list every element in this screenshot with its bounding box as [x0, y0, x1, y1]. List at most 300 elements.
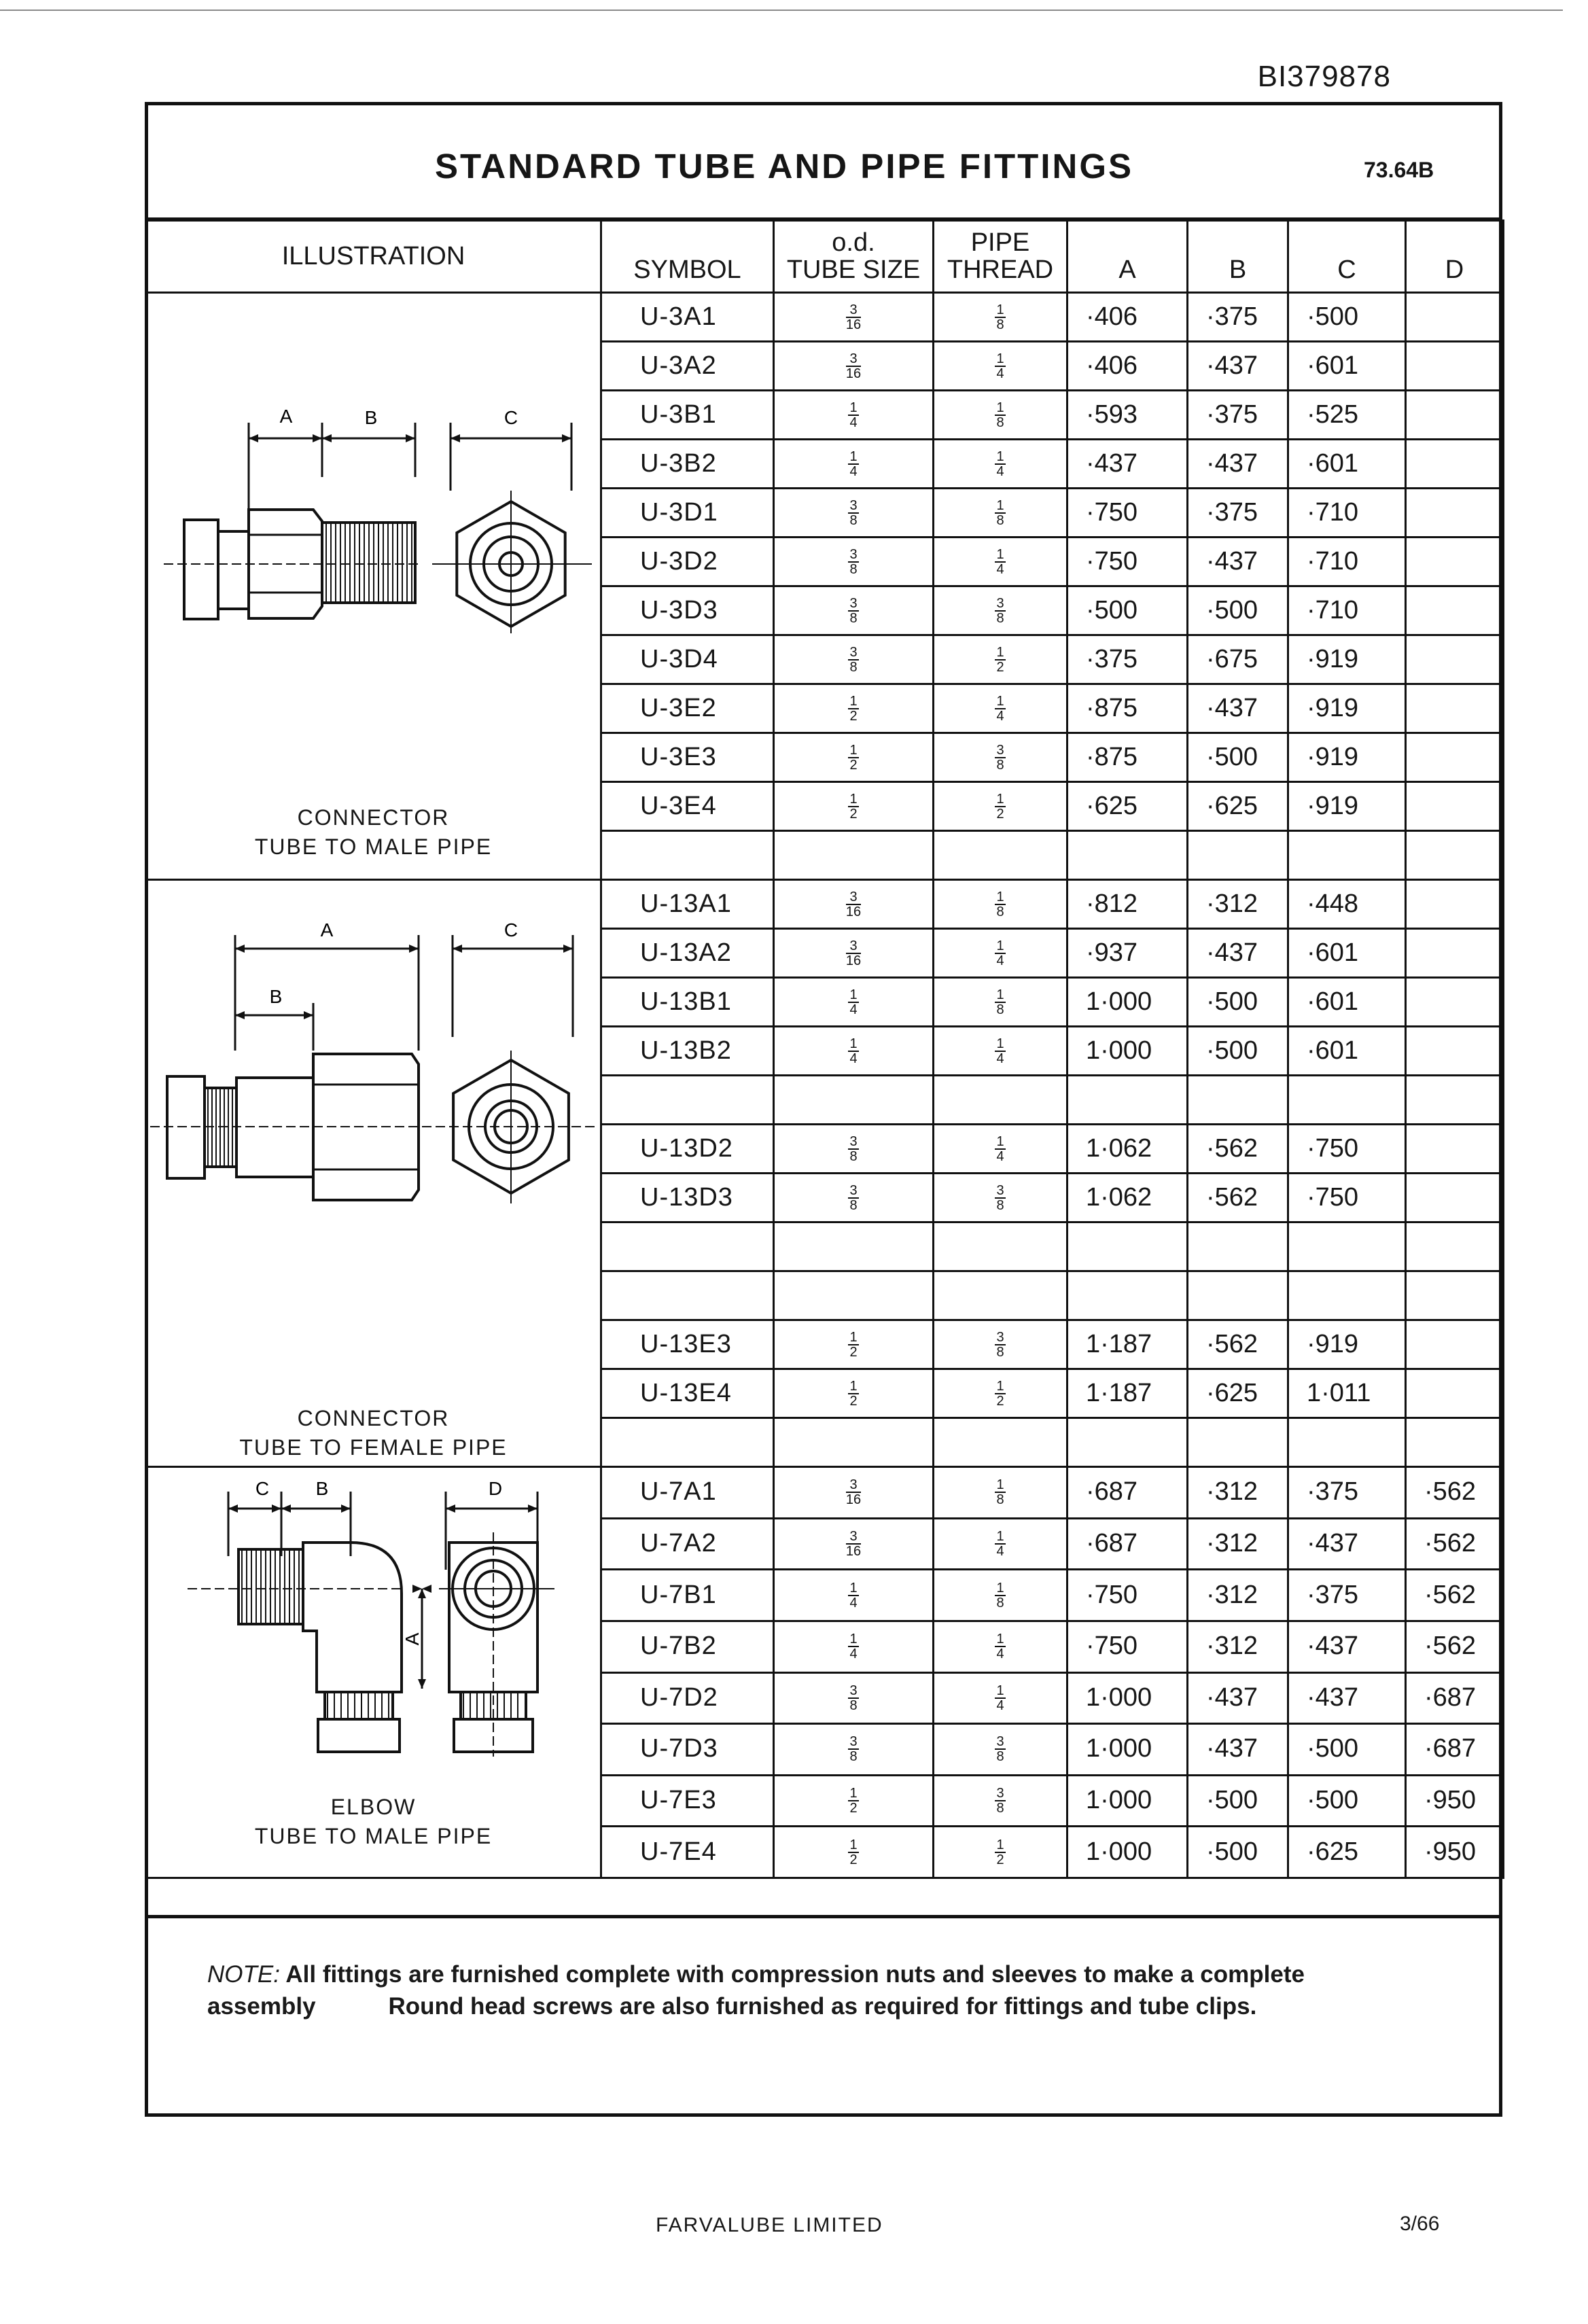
dim-c-cell: [1288, 1076, 1406, 1125]
tube-size-fraction: $\frac{1}{2}$: [849, 1786, 858, 1816]
symbol-cell: U-7A1: [601, 1467, 774, 1519]
dim-a-cell: [1068, 1222, 1188, 1271]
dim-d-cell: [1406, 1222, 1504, 1271]
dim-a-cell: ·375: [1068, 635, 1188, 684]
pipe-thread-cell: [934, 929, 1068, 978]
pipe-thread-cell: [934, 293, 1068, 342]
pipe-thread-fraction: $\frac{1}{4}$: [996, 693, 1004, 724]
pipe-thread-fraction: $\frac{1}{4}$: [996, 1036, 1004, 1066]
dim-c-cell: ·601: [1288, 929, 1406, 978]
pipe-thread-cell: [934, 978, 1068, 1027]
dim-d-cell: [1406, 1418, 1504, 1467]
dim-a-cell: ·750: [1068, 538, 1188, 586]
dim-b-cell: ·500: [1188, 586, 1288, 635]
tube-size-fraction: $\frac{1}{2}$: [849, 1378, 858, 1409]
dim-b-cell: [1188, 1271, 1288, 1320]
dim-a-cell: 1·000: [1068, 1672, 1188, 1724]
symbol-cell: U-13E3: [601, 1320, 774, 1369]
scan-top-edge-line: [0, 10, 1563, 11]
dim-d-cell: [1406, 1320, 1504, 1369]
dim-b-cell: ·675: [1188, 635, 1288, 684]
symbol-cell: U-3B2: [601, 440, 774, 489]
dim-b-cell: ·437: [1188, 538, 1288, 586]
dim-c-cell: ·919: [1288, 1320, 1406, 1369]
tube-size-cell: [774, 684, 934, 733]
header-d: D: [1406, 221, 1504, 293]
pipe-thread-cell: [934, 391, 1068, 440]
pipe-thread-cell: [934, 1827, 1068, 1878]
pipe-thread-fraction: $\frac{1}{2}$: [996, 1378, 1004, 1409]
tube-size-cell: [774, 1621, 934, 1672]
tube-size-cell: [774, 538, 934, 586]
dim-c-cell: ·525: [1288, 391, 1406, 440]
tube-size-cell: [774, 489, 934, 538]
dim-a-cell: ·406: [1068, 342, 1188, 391]
tube-size-cell: [774, 880, 934, 929]
dim-a-cell: [1068, 831, 1188, 880]
caption-line-1: ELBOW: [330, 1795, 417, 1819]
tube-size-fraction: $\frac{3}{16}$: [845, 1528, 862, 1559]
tube-size-fraction: $\frac{3}{8}$: [849, 1182, 858, 1213]
pipe-thread-cell: [934, 1418, 1068, 1467]
tube-size-cell: [774, 1518, 934, 1570]
tube-size-cell: [774, 978, 934, 1027]
symbol-cell: [601, 1418, 774, 1467]
dim-c-cell: ·601: [1288, 978, 1406, 1027]
tube-size-cell: [774, 831, 934, 880]
illustration-caption: [147, 1793, 600, 1851]
header-row: [146, 221, 1504, 293]
caption-line-2: TUBE TO MALE PIPE: [254, 834, 493, 860]
dim-label-a: A: [320, 919, 334, 940]
symbol-cell: U-13D2: [601, 1125, 774, 1174]
pipe-thread-fraction: $\frac{3}{8}$: [996, 1182, 1004, 1213]
symbol-cell: [601, 1271, 774, 1320]
tube-size-cell: [774, 1369, 934, 1418]
tube-size-cell: [774, 782, 934, 831]
dim-label-b: B: [315, 1478, 329, 1499]
header-c: C: [1288, 221, 1406, 293]
dim-d-cell: [1406, 1271, 1504, 1320]
dim-c-cell: [1288, 1418, 1406, 1467]
tube-size-fraction: $\frac{3}{8}$: [849, 1734, 858, 1765]
tube-size-fraction: $\frac{3}{16}$: [845, 351, 862, 381]
dim-a-cell: ·812: [1068, 880, 1188, 929]
symbol-cell: U-13D3: [601, 1174, 774, 1222]
dim-b-cell: ·437: [1188, 929, 1288, 978]
fitting-drawing: [147, 294, 598, 839]
dim-c-cell: ·710: [1288, 586, 1406, 635]
dim-d-cell: ·562: [1406, 1467, 1504, 1519]
dim-a-cell: ·750: [1068, 1621, 1188, 1672]
tube-size-fraction: $\frac{1}{2}$: [849, 1837, 858, 1867]
dim-d-cell: ·562: [1406, 1570, 1504, 1621]
tube-size-fraction: $\frac{3}{8}$: [849, 644, 858, 675]
dim-d-cell: [1406, 489, 1504, 538]
symbol-cell: [601, 1076, 774, 1125]
dim-a-cell: 1·062: [1068, 1125, 1188, 1174]
symbol-cell: U-13A2: [601, 929, 774, 978]
dim-b-cell: ·562: [1188, 1174, 1288, 1222]
tube-size-cell: [774, 1125, 934, 1174]
dim-c-cell: ·437: [1288, 1518, 1406, 1570]
symbol-cell: U-7B1: [601, 1570, 774, 1621]
dim-b-cell: ·437: [1188, 342, 1288, 391]
dim-a-cell: [1068, 1076, 1188, 1125]
issue-date: 3/66: [1400, 2213, 1440, 2235]
tube-size-cell: [774, 1174, 934, 1222]
tube-size-cell: [774, 586, 934, 635]
dim-d-cell: [1406, 733, 1504, 782]
dim-c-cell: 1·011: [1288, 1369, 1406, 1418]
dim-b-cell: ·500: [1188, 1775, 1288, 1827]
dim-d-cell: [1406, 684, 1504, 733]
dim-label-a: A: [279, 406, 293, 427]
dim-b-cell: ·375: [1188, 293, 1288, 342]
dim-d-cell: [1406, 1125, 1504, 1174]
pipe-thread-cell: [934, 1222, 1068, 1271]
symbol-cell: U-3D1: [601, 489, 774, 538]
dim-d-cell: ·562: [1406, 1621, 1504, 1672]
tube-size-cell: [774, 1775, 934, 1827]
dim-c-cell: ·500: [1288, 1724, 1406, 1776]
pipe-thread-fraction: $\frac{1}{8}$: [996, 987, 1004, 1017]
illustration-cell-3: [146, 1467, 601, 1878]
tube-size-cell: [774, 1672, 934, 1724]
note-lead: NOTE:: [207, 1961, 280, 1988]
dim-a-cell: ·750: [1068, 489, 1188, 538]
pipe-thread-fraction: $\frac{1}{4}$: [996, 448, 1004, 479]
pipe-thread-cell: [934, 342, 1068, 391]
dim-label-d: D: [488, 1478, 503, 1499]
pipe-thread-cell: [934, 1125, 1068, 1174]
header-illustration: ILLUSTRATION: [146, 221, 601, 293]
dim-d-cell: ·687: [1406, 1672, 1504, 1724]
dim-a-cell: ·437: [1068, 440, 1188, 489]
pipe-thread-cell: [934, 684, 1068, 733]
tube-size-fraction: $\frac{1}{4}$: [849, 1580, 858, 1610]
tube-size-fraction: $\frac{1}{4}$: [849, 1036, 858, 1066]
symbol-cell: U-3E3: [601, 733, 774, 782]
pipe-thread-fraction: $\frac{1}{4}$: [996, 1528, 1004, 1559]
header-symbol: SYMBOL: [601, 221, 774, 293]
dim-c-cell: ·448: [1288, 880, 1406, 929]
dim-label-a: A: [402, 1632, 423, 1646]
tube-size-cell: [774, 391, 934, 440]
tube-size-cell: [774, 1724, 934, 1776]
dim-d-cell: [1406, 831, 1504, 880]
symbol-cell: U-3B1: [601, 391, 774, 440]
symbol-cell: U-13E4: [601, 1369, 774, 1418]
symbol-cell: U-7D2: [601, 1672, 774, 1724]
pipe-thread-cell: [934, 1467, 1068, 1519]
dim-b-cell: [1188, 1418, 1288, 1467]
sheet-number: 73.64B: [1364, 158, 1434, 182]
dim-d-cell: [1406, 1369, 1504, 1418]
dim-b-cell: ·437: [1188, 684, 1288, 733]
note-text: [207, 1958, 1403, 2023]
dim-a-cell: ·687: [1068, 1467, 1188, 1519]
pipe-thread-cell: [934, 1621, 1068, 1672]
dim-a-cell: 1·062: [1068, 1174, 1188, 1222]
pipe-thread-cell: [934, 1027, 1068, 1076]
page-title: STANDARD TUBE AND PIPE FITTINGS: [435, 147, 1134, 186]
pipe-thread-cell: [934, 1369, 1068, 1418]
tube-size-cell: [774, 293, 934, 342]
dim-c-cell: ·710: [1288, 489, 1406, 538]
dim-d-cell: [1406, 782, 1504, 831]
fitting-drawing: [147, 881, 598, 1442]
dim-b-cell: ·312: [1188, 1570, 1288, 1621]
dim-a-cell: ·593: [1068, 391, 1188, 440]
header-a: A: [1068, 221, 1188, 293]
dim-d-cell: [1406, 1174, 1504, 1222]
caption-line-1: CONNECTOR: [297, 805, 450, 830]
dim-b-cell: ·562: [1188, 1320, 1288, 1369]
tube-size-fraction: $\frac{3}{16}$: [845, 938, 862, 968]
dim-c-cell: ·919: [1288, 733, 1406, 782]
symbol-cell: U-7E3: [601, 1775, 774, 1827]
tube-size-cell: [774, 635, 934, 684]
pipe-thread-fraction: $\frac{1}{8}$: [996, 1477, 1004, 1508]
dim-a-cell: 1·000: [1068, 1027, 1188, 1076]
dim-b-cell: ·312: [1188, 1467, 1288, 1519]
pipe-thread-fraction: $\frac{1}{4}$: [996, 1683, 1004, 1713]
dim-b-cell: ·437: [1188, 440, 1288, 489]
tube-size-fraction: $\frac{1}{2}$: [849, 1329, 858, 1360]
tube-size-cell: [774, 1418, 934, 1467]
symbol-cell: U-13B1: [601, 978, 774, 1027]
dim-a-cell: 1·000: [1068, 1827, 1188, 1878]
symbol-cell: U-7E4: [601, 1827, 774, 1878]
pipe-thread-fraction: $\frac{1}{2}$: [996, 791, 1004, 822]
dim-b-cell: ·500: [1188, 1827, 1288, 1878]
dim-a-cell: ·750: [1068, 1570, 1188, 1621]
pipe-thread-fraction: $\frac{1}{8}$: [996, 889, 1004, 919]
illustration-cell-2: [146, 880, 601, 1467]
dim-a-cell: [1068, 1271, 1188, 1320]
tube-size-fraction: $\frac{3}{8}$: [849, 1133, 858, 1164]
dim-c-cell: ·437: [1288, 1621, 1406, 1672]
dim-label-b: B: [364, 407, 378, 428]
pipe-thread-fraction: $\frac{1}{4}$: [996, 546, 1004, 577]
dim-b-cell: [1188, 1076, 1288, 1125]
dim-b-cell: ·500: [1188, 978, 1288, 1027]
symbol-cell: U-3A2: [601, 342, 774, 391]
pipe-thread-cell: [934, 733, 1068, 782]
dim-a-cell: ·875: [1068, 684, 1188, 733]
dim-d-cell: [1406, 880, 1504, 929]
dim-d-cell: [1406, 635, 1504, 684]
tube-size-fraction: $\frac{3}{16}$: [845, 302, 862, 332]
tube-size-cell: [774, 440, 934, 489]
dim-d-cell: [1406, 440, 1504, 489]
dim-a-cell: 1·000: [1068, 1724, 1188, 1776]
tube-size-fraction: $\frac{3}{8}$: [849, 546, 858, 577]
pipe-thread-fraction: $\frac{3}{8}$: [996, 1734, 1004, 1765]
tube-size-fraction: $\frac{1}{4}$: [849, 1632, 858, 1662]
dim-c-cell: [1288, 1271, 1406, 1320]
pipe-thread-fraction: $\frac{3}{8}$: [996, 742, 1004, 773]
symbol-cell: [601, 831, 774, 880]
tube-size-fraction: $\frac{3}{8}$: [849, 595, 858, 626]
symbol-cell: U-13A1: [601, 880, 774, 929]
dim-b-cell: [1188, 1222, 1288, 1271]
dim-c-cell: ·919: [1288, 782, 1406, 831]
pipe-thread-fraction: $\frac{1}{2}$: [996, 644, 1004, 675]
dim-a-cell: ·406: [1068, 293, 1188, 342]
dim-c-cell: ·625: [1288, 1827, 1406, 1878]
note-line-2b: Round head screws are also furnished as required for fittings and tube clips.: [388, 1993, 1257, 2020]
dim-c-cell: ·601: [1288, 342, 1406, 391]
pipe-thread-cell: [934, 538, 1068, 586]
dim-c-cell: ·375: [1288, 1570, 1406, 1621]
dim-c-cell: ·750: [1288, 1174, 1406, 1222]
dim-label-c: C: [504, 919, 518, 940]
caption-line-2: TUBE TO MALE PIPE: [254, 1824, 493, 1849]
dim-c-cell: [1288, 831, 1406, 880]
symbol-cell: U-13B2: [601, 1027, 774, 1076]
tube-size-cell: [774, 929, 934, 978]
dim-c-cell: ·919: [1288, 635, 1406, 684]
tube-size-fraction: $\frac{1}{4}$: [849, 400, 858, 430]
tube-size-cell: [774, 1827, 934, 1878]
dim-c-cell: [1288, 1222, 1406, 1271]
illustration-caption: [147, 1404, 600, 1462]
dim-b-cell: ·312: [1188, 880, 1288, 929]
pipe-thread-fraction: $\frac{3}{8}$: [996, 595, 1004, 626]
symbol-cell: U-3E2: [601, 684, 774, 733]
table-row: [146, 293, 1504, 342]
dim-b-cell: ·375: [1188, 489, 1288, 538]
dim-b-cell: ·437: [1188, 1672, 1288, 1724]
tube-size-fraction: $\frac{1}{2}$: [849, 742, 858, 773]
tube-size-cell: [774, 1271, 934, 1320]
header-b: B: [1188, 221, 1288, 293]
symbol-cell: U-3D3: [601, 586, 774, 635]
dim-label-c: C: [504, 407, 518, 428]
tube-size-fraction: $\frac{1}{4}$: [849, 987, 858, 1017]
dim-d-cell: [1406, 929, 1504, 978]
dim-b-cell: ·312: [1188, 1621, 1288, 1672]
header-tube-size: o.d. TUBE SIZE: [774, 221, 934, 293]
dim-a-cell: ·625: [1068, 782, 1188, 831]
pipe-thread-cell: [934, 782, 1068, 831]
dim-label-c: C: [255, 1478, 270, 1499]
tube-size-cell: [774, 1027, 934, 1076]
pipe-thread-cell: [934, 635, 1068, 684]
dim-b-cell: ·625: [1188, 782, 1288, 831]
dim-d-cell: [1406, 293, 1504, 342]
dim-b-cell: [1188, 831, 1288, 880]
dim-a-cell: ·500: [1068, 586, 1188, 635]
tube-size-cell: [774, 1320, 934, 1369]
dim-d-cell: [1406, 978, 1504, 1027]
pipe-thread-fraction: $\frac{1}{4}$: [996, 1133, 1004, 1164]
dim-c-cell: ·919: [1288, 684, 1406, 733]
dim-a-cell: 1·187: [1068, 1369, 1188, 1418]
dim-a-cell: ·937: [1068, 929, 1188, 978]
symbol-cell: U-7B2: [601, 1621, 774, 1672]
dim-b-cell: ·500: [1188, 733, 1288, 782]
caption-line-2: TUBE TO FEMALE PIPE: [239, 1435, 508, 1460]
symbol-cell: U-3D2: [601, 538, 774, 586]
dim-d-cell: [1406, 342, 1504, 391]
dim-a-cell: ·687: [1068, 1518, 1188, 1570]
tube-size-fraction: $\frac{3}{8}$: [849, 497, 858, 528]
tube-size-cell: [774, 733, 934, 782]
tube-size-cell: [774, 342, 934, 391]
symbol-cell: U-7A2: [601, 1518, 774, 1570]
pipe-thread-fraction: $\frac{1}{4}$: [996, 351, 1004, 381]
dim-d-cell: [1406, 1027, 1504, 1076]
pipe-thread-fraction: $\frac{1}{4}$: [996, 938, 1004, 968]
pipe-thread-cell: [934, 831, 1068, 880]
dim-c-cell: ·437: [1288, 1672, 1406, 1724]
pipe-thread-cell: [934, 1775, 1068, 1827]
pipe-thread-cell: [934, 1672, 1068, 1724]
tube-size-fraction: $\frac{1}{4}$: [849, 448, 858, 479]
pipe-thread-fraction: $\frac{3}{8}$: [996, 1786, 1004, 1816]
dim-c-cell: ·710: [1288, 538, 1406, 586]
pipe-thread-fraction: $\frac{1}{2}$: [996, 1837, 1004, 1867]
pipe-thread-fraction: $\frac{1}{8}$: [996, 302, 1004, 332]
fittings-table: [145, 219, 1504, 1879]
dim-b-cell: ·562: [1188, 1125, 1288, 1174]
symbol-cell: U-3D4: [601, 635, 774, 684]
table-row: [146, 1467, 1504, 1519]
pipe-thread-cell: [934, 1724, 1068, 1776]
dim-b-cell: ·437: [1188, 1724, 1288, 1776]
dim-a-cell: [1068, 1418, 1188, 1467]
dim-d-cell: ·687: [1406, 1724, 1504, 1776]
dim-b-cell: ·500: [1188, 1027, 1288, 1076]
pipe-thread-cell: [934, 586, 1068, 635]
symbol-cell: U-7D3: [601, 1724, 774, 1776]
pipe-thread-cell: [934, 1518, 1068, 1570]
tube-size-cell: [774, 1467, 934, 1519]
tube-size-fraction: $\frac{1}{2}$: [849, 693, 858, 724]
dim-d-cell: ·950: [1406, 1827, 1504, 1878]
dim-d-cell: [1406, 538, 1504, 586]
dim-d-cell: [1406, 1076, 1504, 1125]
dim-c-cell: ·750: [1288, 1125, 1406, 1174]
pipe-thread-cell: [934, 1076, 1068, 1125]
dim-c-cell: ·601: [1288, 440, 1406, 489]
dim-d-cell: [1406, 586, 1504, 635]
dim-c-cell: ·601: [1288, 1027, 1406, 1076]
symbol-cell: U-3A1: [601, 293, 774, 342]
dim-c-cell: ·375: [1288, 1467, 1406, 1519]
illustration-caption: [147, 803, 600, 862]
tube-size-fraction: $\frac{3}{16}$: [845, 889, 862, 919]
pipe-thread-fraction: $\frac{1}{8}$: [996, 497, 1004, 528]
caption-line-1: CONNECTOR: [297, 1406, 450, 1430]
pipe-thread-fraction: $\frac{1}{8}$: [996, 400, 1004, 430]
header-pipe-thread: PIPE THREAD: [934, 221, 1068, 293]
dim-d-cell: ·562: [1406, 1518, 1504, 1570]
dim-b-cell: ·312: [1188, 1518, 1288, 1570]
dim-c-cell: ·500: [1288, 1775, 1406, 1827]
dim-b-cell: ·375: [1188, 391, 1288, 440]
tube-size-cell: [774, 1222, 934, 1271]
table-row: [146, 880, 1504, 929]
tube-size-cell: [774, 1076, 934, 1125]
pipe-thread-cell: [934, 1271, 1068, 1320]
symbol-cell: [601, 1222, 774, 1271]
symbol-cell: U-3E4: [601, 782, 774, 831]
company-name: FARVALUBE LIMITED: [656, 2214, 883, 2236]
